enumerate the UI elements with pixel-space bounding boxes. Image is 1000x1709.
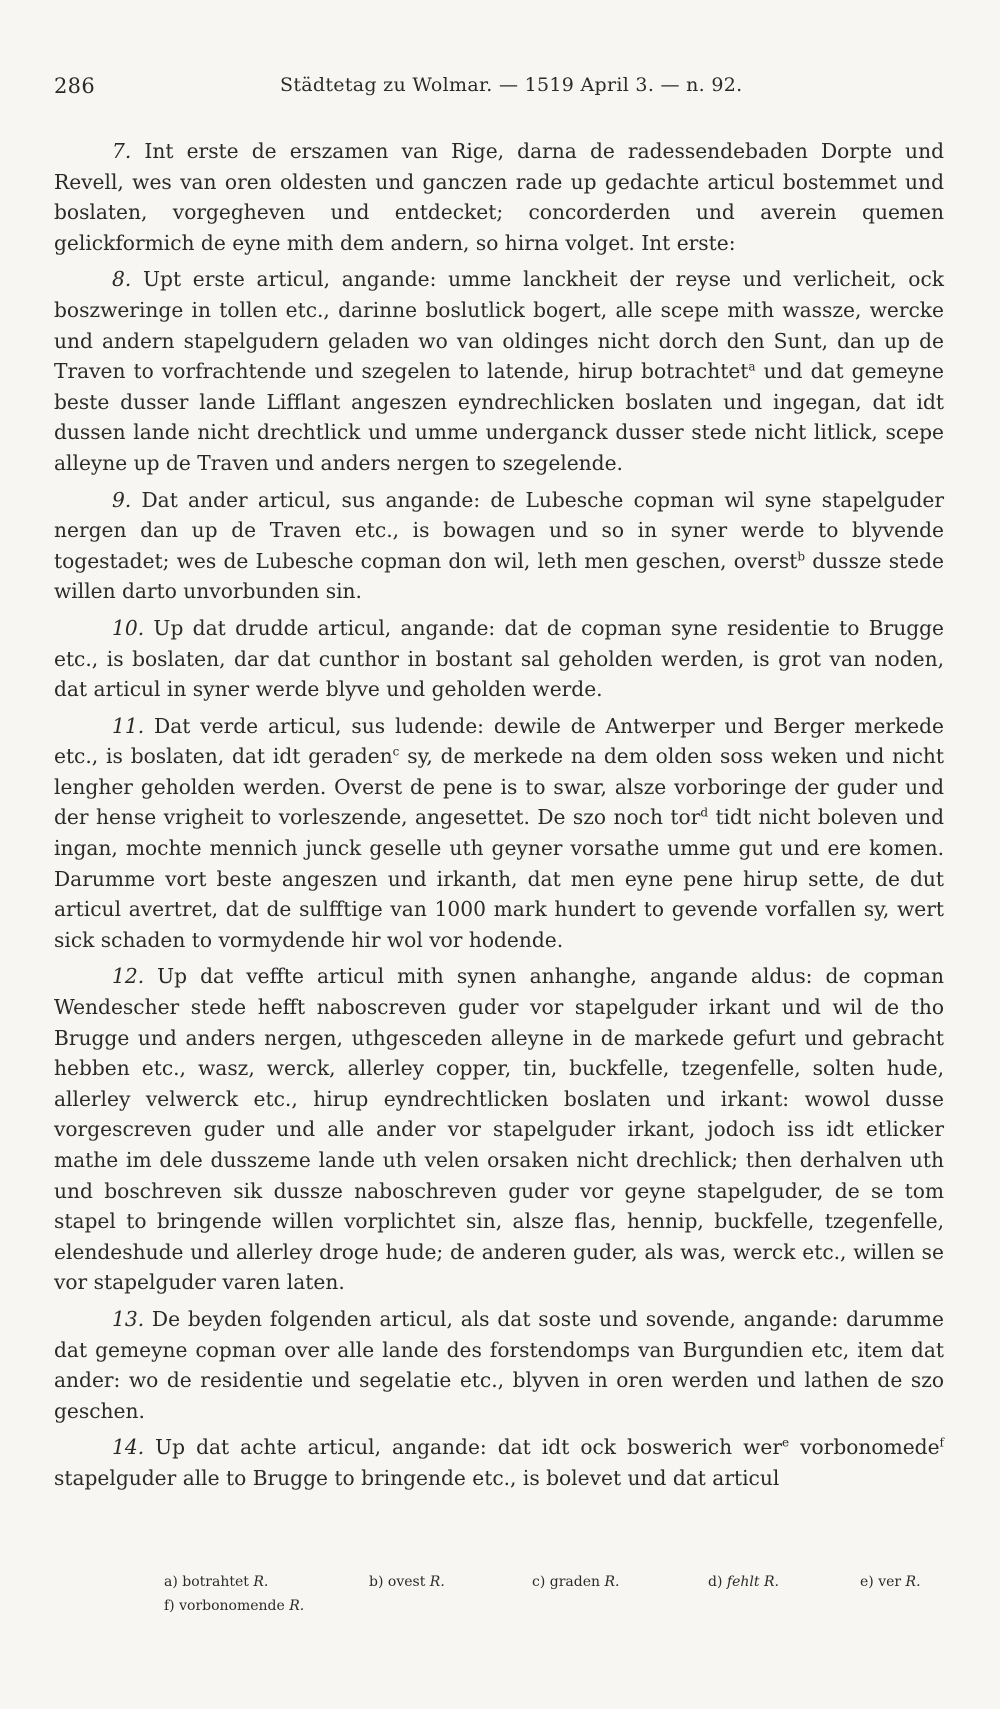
footnote-row [164,1594,944,1618]
paragraph-text: Up dat veffte articul mith synen anhanghe, angande aldus: de copman Wendescher stede hefft naboscreven guder vor stapelguder irkant und wil de tho Brugge und anders nergen, uthgesceden alleyne in de markede gefurt und gebracht hebben etc., wasz, werck, allerley copper, tin, buckfelle, tzegenfelle, solten hude, allerley velwerck etc., hirup eyndrechtlicken boslaten und irkant: wowol dusse vorgescreven guder und alle ander vor stapelguder irkant, jodoch iss idt etlicker mathe im dele dusszeme lande uth velen orsaken nicht drechlick; then derhalven uth und boschreven sik dussze naboschreven guder vor geyne stapelguder, de se tom stapel to bringende willen vorplichtet sin, alsze flas, hennip, buckfelle, tzegenfelle, elendeshude und allerley droge hude; de anderen guder, als was, werck etc., willen se vor stapelguder varen laten. [54,964,944,1295]
footnote-e: e) ver R. [860,1574,921,1590]
footnote-marker: f [939,1435,944,1450]
footnotes [164,1570,944,1618]
article-paragraph [54,1304,944,1426]
article-number: 14. [112,1435,145,1460]
article-number: 8. [112,267,132,292]
footnote-marker: c [392,744,400,759]
footnote-marker: a [748,359,756,374]
article-number: 13. [112,1306,145,1331]
footnote-f: f) vorbonomende R. [164,1598,305,1614]
paragraph-text: De beyden folgenden articul, als dat soste und sovende, angande: darumme dat gemeyne copman over alle lande des forstendomps van Burgundien etc, item dat ander: wo de residentie und segelatie etc., blyven in oren werden und lathen de szo geschen. [54,1306,944,1423]
running-title: Städtetag zu Wolmar. — 1519 April 3. — n. 92. [280,74,743,96]
article-number: 12. [112,964,145,989]
paragraph-text: und dat gemeyne beste dusser lande Lifflant angeszen eyndrechlicken boslaten und ingegan, dat idt dussen lande nicht drechtlick und umme underganck dusser stede nicht litlick, scepe alleyne up de Traven und anders nergen to szegelende. [54,359,944,475]
document-body [54,136,944,1500]
paragraph-text: tidt nicht boleven und ingan, mochte mennich junck geselle uth geyner vorsathe umme gut und ere komen. Darumme vort beste angeszen und irkanth, dat men eyne pene hirup sette, de dut articul avertret, dat de sulfftige van 1000 mark hundert to gevende vorfallen sy, wert sick schaden to vormydende hir wol vor hodende. [54,805,944,952]
paragraph-text: vorbonomede [789,1435,940,1460]
article-paragraph [54,613,944,705]
footnote-marker: e [782,1435,790,1450]
footnote-row [164,1570,944,1594]
article-paragraph [54,961,944,1298]
article-paragraph [54,1432,944,1493]
paragraph-text: Up dat achte articul, angande: dat idt ock boswerich wer [144,1435,782,1460]
paragraph-text: Dat verde articul, sus ludende: dewile de Antwerper und Berger merkede etc., is boslaten, dat idt geraden [54,713,944,769]
footnote-marker: b [797,548,806,563]
footnote-c: c) graden R. [532,1574,620,1590]
article-number: 9. [112,487,132,512]
page-number: 286 [54,74,95,98]
article-paragraph [54,136,944,258]
article-paragraph [54,264,944,478]
footnote-d: d) fehlt R. [708,1574,779,1590]
paragraph-text: dussze stede willen darto unvorbunden sin. [54,548,944,604]
paragraph-text: Dat ander articul, sus angande: de Lubesche copman wil syne stapelguder nergen dan up de Traven etc., is bowagen und so in syner werde to blyvende togestadet; wes de Lubesche copman don wil, leth men geschen, overst [54,487,944,573]
article-number: 7. [112,139,132,163]
article-paragraph [54,711,944,956]
footnote-marker: d [700,805,709,820]
footnote-a: a) botrahtet R. [164,1574,269,1590]
paragraph-text: Int erste de erszamen van Rige, darna de radessendebaden Dorpte und Revell, wes van oren oldesten und ganczen rade up gedachte articul bostemmet und boslaten, vorgegheven und entdecket; concorderden und averein quemen gelickformich de eyne mith dem andern, so hirna volget. Int erste: [54,139,944,255]
article-number: 10. [112,615,145,640]
footnote-b: b) ovest R. [369,1574,445,1590]
article-paragraph [54,485,944,607]
article-number: 11. [112,713,145,738]
paragraph-text: Upt erste articul, angande: umme lanckheit der reyse und verlicheit, ock boszweringe in tollen etc., darinne boslutlick bogert, alle scepe mith wassze, wercke und andern stapelgudern geladen wo van oldinges nicht dorch den Sunt, dan up de Traven to vorfrachtende und szegelen to latende, hirup botrachtet [54,267,944,384]
paragraph-text: Up dat drudde articul, angande: dat de copman syne residentie to Brugge etc., is boslaten, dar dat cunthor in bostant sal geholden werden, is grot van noden, dat articul in syner werde blyve und geholden werde. [54,615,944,702]
paragraph-text: sy, de merkede na dem olden soss weken und nicht lengher geholden werden. Overst de pene is to swar, alsze vorboringe der guder und der hense vrigheit to vorleszende, angesettet. De szo noch tor [54,744,944,830]
paragraph-text: stapelguder alle to Brugge to bringende etc., is bolevet und dat articul [54,1465,780,1490]
